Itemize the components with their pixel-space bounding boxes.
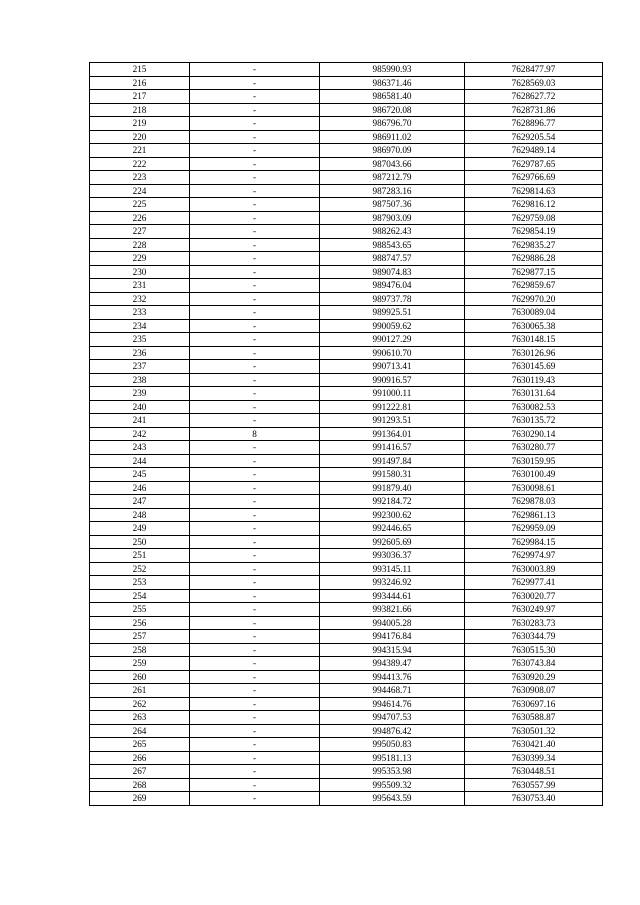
y-coordinate-cell: 7630145.69 bbox=[465, 360, 603, 374]
marker-cell: - bbox=[190, 76, 320, 90]
y-coordinate-cell: 7629877.15 bbox=[465, 265, 603, 279]
table-row bbox=[90, 265, 603, 279]
table-row bbox=[90, 535, 603, 549]
table-row bbox=[90, 549, 603, 563]
point-number-cell: 265 bbox=[90, 738, 190, 752]
marker-cell: - bbox=[190, 468, 320, 482]
marker-cell: - bbox=[190, 400, 320, 414]
table-row bbox=[90, 657, 603, 671]
table-row bbox=[90, 400, 603, 414]
table-row bbox=[90, 792, 603, 806]
y-coordinate-cell: 7630588.87 bbox=[465, 711, 603, 725]
table-row bbox=[90, 333, 603, 347]
x-coordinate-cell: 989925.51 bbox=[320, 306, 465, 320]
x-coordinate-cell: 988543.65 bbox=[320, 238, 465, 252]
x-coordinate-cell: 991222.81 bbox=[320, 400, 465, 414]
point-number-cell: 253 bbox=[90, 576, 190, 590]
y-coordinate-cell: 7630399.34 bbox=[465, 751, 603, 765]
x-coordinate-cell: 988262.43 bbox=[320, 225, 465, 239]
marker-cell: - bbox=[190, 90, 320, 104]
table-row bbox=[90, 184, 603, 198]
x-coordinate-cell: 985990.93 bbox=[320, 63, 465, 77]
table-row bbox=[90, 427, 603, 441]
x-coordinate-cell: 992184.72 bbox=[320, 495, 465, 509]
x-coordinate-cell: 991580.31 bbox=[320, 468, 465, 482]
y-coordinate-cell: 7629977.41 bbox=[465, 576, 603, 590]
y-coordinate-cell: 7630131.64 bbox=[465, 387, 603, 401]
x-coordinate-cell: 993246.92 bbox=[320, 576, 465, 590]
marker-cell: - bbox=[190, 103, 320, 117]
x-coordinate-cell: 994876.42 bbox=[320, 724, 465, 738]
x-coordinate-cell: 991364.01 bbox=[320, 427, 465, 441]
y-coordinate-cell: 7628731.86 bbox=[465, 103, 603, 117]
point-number-cell: 227 bbox=[90, 225, 190, 239]
x-coordinate-cell: 989074.83 bbox=[320, 265, 465, 279]
marker-cell: - bbox=[190, 697, 320, 711]
y-coordinate-cell: 7629787.65 bbox=[465, 157, 603, 171]
x-coordinate-cell: 986371.46 bbox=[320, 76, 465, 90]
y-coordinate-cell: 7630100.49 bbox=[465, 468, 603, 482]
marker-cell: - bbox=[190, 765, 320, 779]
point-number-cell: 247 bbox=[90, 495, 190, 509]
marker-cell: - bbox=[190, 711, 320, 725]
x-coordinate-cell: 994005.28 bbox=[320, 616, 465, 630]
point-number-cell: 236 bbox=[90, 346, 190, 360]
point-number-cell: 226 bbox=[90, 211, 190, 225]
point-number-cell: 252 bbox=[90, 562, 190, 576]
point-number-cell: 262 bbox=[90, 697, 190, 711]
y-coordinate-cell: 7629489.14 bbox=[465, 144, 603, 158]
table-row bbox=[90, 198, 603, 212]
x-coordinate-cell: 988747.57 bbox=[320, 252, 465, 266]
y-coordinate-cell: 7630159.95 bbox=[465, 454, 603, 468]
marker-cell: - bbox=[190, 589, 320, 603]
table-row bbox=[90, 63, 603, 77]
x-coordinate-cell: 990916.57 bbox=[320, 373, 465, 387]
marker-cell: - bbox=[190, 535, 320, 549]
point-number-cell: 218 bbox=[90, 103, 190, 117]
y-coordinate-cell: 7629854.19 bbox=[465, 225, 603, 239]
y-coordinate-cell: 7630003.89 bbox=[465, 562, 603, 576]
y-coordinate-cell: 7629861.13 bbox=[465, 508, 603, 522]
table-row bbox=[90, 589, 603, 603]
y-coordinate-cell: 7629205.54 bbox=[465, 130, 603, 144]
marker-cell: - bbox=[190, 225, 320, 239]
table-row bbox=[90, 724, 603, 738]
table-row bbox=[90, 616, 603, 630]
marker-cell: - bbox=[190, 643, 320, 657]
point-number-cell: 254 bbox=[90, 589, 190, 603]
y-coordinate-cell: 7629984.15 bbox=[465, 535, 603, 549]
table-row bbox=[90, 630, 603, 644]
table-row bbox=[90, 306, 603, 320]
point-number-cell: 234 bbox=[90, 319, 190, 333]
y-coordinate-cell: 7629814.63 bbox=[465, 184, 603, 198]
y-coordinate-cell: 7630082.53 bbox=[465, 400, 603, 414]
marker-cell: - bbox=[190, 238, 320, 252]
marker-cell: - bbox=[190, 198, 320, 212]
x-coordinate-cell: 990610.70 bbox=[320, 346, 465, 360]
x-coordinate-cell: 993145.11 bbox=[320, 562, 465, 576]
y-coordinate-cell: 7630920.29 bbox=[465, 670, 603, 684]
y-coordinate-cell: 7630089.04 bbox=[465, 306, 603, 320]
table-row bbox=[90, 522, 603, 536]
point-number-cell: 237 bbox=[90, 360, 190, 374]
table-row bbox=[90, 373, 603, 387]
x-coordinate-cell: 995050.83 bbox=[320, 738, 465, 752]
x-coordinate-cell: 992300.62 bbox=[320, 508, 465, 522]
x-coordinate-cell: 994614.76 bbox=[320, 697, 465, 711]
point-number-cell: 243 bbox=[90, 441, 190, 455]
table-row bbox=[90, 603, 603, 617]
y-coordinate-cell: 7630065.38 bbox=[465, 319, 603, 333]
marker-cell: - bbox=[190, 657, 320, 671]
x-coordinate-cell: 990059.62 bbox=[320, 319, 465, 333]
x-coordinate-cell: 994176.84 bbox=[320, 630, 465, 644]
marker-cell: - bbox=[190, 157, 320, 171]
marker-cell: - bbox=[190, 211, 320, 225]
point-number-cell: 256 bbox=[90, 616, 190, 630]
point-number-cell: 231 bbox=[90, 279, 190, 293]
marker-cell: - bbox=[190, 117, 320, 131]
table-row bbox=[90, 157, 603, 171]
marker-cell: - bbox=[190, 292, 320, 306]
point-number-cell: 261 bbox=[90, 684, 190, 698]
point-number-cell: 249 bbox=[90, 522, 190, 536]
table-row bbox=[90, 495, 603, 509]
point-number-cell: 232 bbox=[90, 292, 190, 306]
point-number-cell: 235 bbox=[90, 333, 190, 347]
table-row bbox=[90, 751, 603, 765]
x-coordinate-cell: 987043.66 bbox=[320, 157, 465, 171]
table-row bbox=[90, 130, 603, 144]
y-coordinate-cell: 7630148.15 bbox=[465, 333, 603, 347]
point-number-cell: 240 bbox=[90, 400, 190, 414]
x-coordinate-cell: 992605.69 bbox=[320, 535, 465, 549]
marker-cell: - bbox=[190, 792, 320, 806]
point-number-cell: 259 bbox=[90, 657, 190, 671]
marker-cell: - bbox=[190, 670, 320, 684]
marker-cell: 8 bbox=[190, 427, 320, 441]
coordinates-table-body bbox=[90, 63, 603, 806]
table-row bbox=[90, 144, 603, 158]
marker-cell: - bbox=[190, 252, 320, 266]
y-coordinate-cell: 7630290.14 bbox=[465, 427, 603, 441]
point-number-cell: 250 bbox=[90, 535, 190, 549]
y-coordinate-cell: 7629816.12 bbox=[465, 198, 603, 212]
point-number-cell: 246 bbox=[90, 481, 190, 495]
marker-cell: - bbox=[190, 441, 320, 455]
x-coordinate-cell: 994413.76 bbox=[320, 670, 465, 684]
marker-cell: - bbox=[190, 481, 320, 495]
marker-cell: - bbox=[190, 576, 320, 590]
y-coordinate-cell: 7628627.72 bbox=[465, 90, 603, 104]
y-coordinate-cell: 7629959.09 bbox=[465, 522, 603, 536]
y-coordinate-cell: 7630344.79 bbox=[465, 630, 603, 644]
x-coordinate-cell: 990127.29 bbox=[320, 333, 465, 347]
point-number-cell: 255 bbox=[90, 603, 190, 617]
point-number-cell: 251 bbox=[90, 549, 190, 563]
x-coordinate-cell: 991416.57 bbox=[320, 441, 465, 455]
x-coordinate-cell: 986581.40 bbox=[320, 90, 465, 104]
table-row bbox=[90, 508, 603, 522]
y-coordinate-cell: 7630448.51 bbox=[465, 765, 603, 779]
y-coordinate-cell: 7630249.97 bbox=[465, 603, 603, 617]
y-coordinate-cell: 7629974.97 bbox=[465, 549, 603, 563]
point-number-cell: 245 bbox=[90, 468, 190, 482]
x-coordinate-cell: 995181.13 bbox=[320, 751, 465, 765]
x-coordinate-cell: 991879.40 bbox=[320, 481, 465, 495]
x-coordinate-cell: 989737.78 bbox=[320, 292, 465, 306]
y-coordinate-cell: 7630501.32 bbox=[465, 724, 603, 738]
y-coordinate-cell: 7630697.16 bbox=[465, 697, 603, 711]
point-number-cell: 223 bbox=[90, 171, 190, 185]
y-coordinate-cell: 7629759.08 bbox=[465, 211, 603, 225]
x-coordinate-cell: 990713.41 bbox=[320, 360, 465, 374]
table-row bbox=[90, 711, 603, 725]
table-row bbox=[90, 697, 603, 711]
table-row bbox=[90, 211, 603, 225]
point-number-cell: 224 bbox=[90, 184, 190, 198]
point-number-cell: 229 bbox=[90, 252, 190, 266]
y-coordinate-cell: 7630119.43 bbox=[465, 373, 603, 387]
table-row bbox=[90, 360, 603, 374]
table-row bbox=[90, 562, 603, 576]
marker-cell: - bbox=[190, 414, 320, 428]
marker-cell: - bbox=[190, 495, 320, 509]
point-number-cell: 230 bbox=[90, 265, 190, 279]
point-number-cell: 257 bbox=[90, 630, 190, 644]
table-row bbox=[90, 319, 603, 333]
marker-cell: - bbox=[190, 684, 320, 698]
y-coordinate-cell: 7629886.28 bbox=[465, 252, 603, 266]
y-coordinate-cell: 7629766.69 bbox=[465, 171, 603, 185]
point-number-cell: 263 bbox=[90, 711, 190, 725]
point-number-cell: 216 bbox=[90, 76, 190, 90]
table-row bbox=[90, 643, 603, 657]
point-number-cell: 242 bbox=[90, 427, 190, 441]
y-coordinate-cell: 7629835.27 bbox=[465, 238, 603, 252]
point-number-cell: 260 bbox=[90, 670, 190, 684]
point-number-cell: 217 bbox=[90, 90, 190, 104]
x-coordinate-cell: 987903.09 bbox=[320, 211, 465, 225]
table-row bbox=[90, 454, 603, 468]
marker-cell: - bbox=[190, 360, 320, 374]
marker-cell: - bbox=[190, 751, 320, 765]
marker-cell: - bbox=[190, 603, 320, 617]
marker-cell: - bbox=[190, 333, 320, 347]
y-coordinate-cell: 7630515.30 bbox=[465, 643, 603, 657]
y-coordinate-cell: 7630557.99 bbox=[465, 778, 603, 792]
marker-cell: - bbox=[190, 508, 320, 522]
table-row bbox=[90, 225, 603, 239]
x-coordinate-cell: 991497.84 bbox=[320, 454, 465, 468]
table-row bbox=[90, 103, 603, 117]
table-row bbox=[90, 765, 603, 779]
x-coordinate-cell: 993444.61 bbox=[320, 589, 465, 603]
table-row bbox=[90, 76, 603, 90]
point-number-cell: 239 bbox=[90, 387, 190, 401]
marker-cell: - bbox=[190, 144, 320, 158]
x-coordinate-cell: 991293.51 bbox=[320, 414, 465, 428]
coordinates-table bbox=[89, 62, 603, 806]
y-coordinate-cell: 7630020.77 bbox=[465, 589, 603, 603]
x-coordinate-cell: 993821.66 bbox=[320, 603, 465, 617]
x-coordinate-cell: 986911.02 bbox=[320, 130, 465, 144]
y-coordinate-cell: 7630098.61 bbox=[465, 481, 603, 495]
marker-cell: - bbox=[190, 346, 320, 360]
point-number-cell: 219 bbox=[90, 117, 190, 131]
table-row bbox=[90, 279, 603, 293]
table-row bbox=[90, 171, 603, 185]
point-number-cell: 225 bbox=[90, 198, 190, 212]
marker-cell: - bbox=[190, 630, 320, 644]
marker-cell: - bbox=[190, 184, 320, 198]
marker-cell: - bbox=[190, 778, 320, 792]
y-coordinate-cell: 7629878.03 bbox=[465, 495, 603, 509]
x-coordinate-cell: 994468.71 bbox=[320, 684, 465, 698]
y-coordinate-cell: 7630908.07 bbox=[465, 684, 603, 698]
x-coordinate-cell: 995643.59 bbox=[320, 792, 465, 806]
x-coordinate-cell: 994707.53 bbox=[320, 711, 465, 725]
point-number-cell: 264 bbox=[90, 724, 190, 738]
y-coordinate-cell: 7629970.20 bbox=[465, 292, 603, 306]
marker-cell: - bbox=[190, 63, 320, 77]
table-row bbox=[90, 441, 603, 455]
point-number-cell: 222 bbox=[90, 157, 190, 171]
marker-cell: - bbox=[190, 387, 320, 401]
marker-cell: - bbox=[190, 562, 320, 576]
marker-cell: - bbox=[190, 319, 320, 333]
marker-cell: - bbox=[190, 279, 320, 293]
marker-cell: - bbox=[190, 265, 320, 279]
y-coordinate-cell: 7630753.40 bbox=[465, 792, 603, 806]
marker-cell: - bbox=[190, 373, 320, 387]
point-number-cell: 220 bbox=[90, 130, 190, 144]
y-coordinate-cell: 7630135.72 bbox=[465, 414, 603, 428]
point-number-cell: 267 bbox=[90, 765, 190, 779]
table-row bbox=[90, 387, 603, 401]
table-row bbox=[90, 738, 603, 752]
y-coordinate-cell: 7630283.73 bbox=[465, 616, 603, 630]
marker-cell: - bbox=[190, 454, 320, 468]
marker-cell: - bbox=[190, 171, 320, 185]
x-coordinate-cell: 995509.32 bbox=[320, 778, 465, 792]
y-coordinate-cell: 7628477.97 bbox=[465, 63, 603, 77]
y-coordinate-cell: 7628569.03 bbox=[465, 76, 603, 90]
point-number-cell: 258 bbox=[90, 643, 190, 657]
x-coordinate-cell: 986720.08 bbox=[320, 103, 465, 117]
table-row bbox=[90, 481, 603, 495]
point-number-cell: 266 bbox=[90, 751, 190, 765]
point-number-cell: 241 bbox=[90, 414, 190, 428]
marker-cell: - bbox=[190, 724, 320, 738]
marker-cell: - bbox=[190, 522, 320, 536]
table-row bbox=[90, 292, 603, 306]
table-row bbox=[90, 117, 603, 131]
point-number-cell: 228 bbox=[90, 238, 190, 252]
marker-cell: - bbox=[190, 549, 320, 563]
x-coordinate-cell: 995353.98 bbox=[320, 765, 465, 779]
x-coordinate-cell: 986970.09 bbox=[320, 144, 465, 158]
point-number-cell: 233 bbox=[90, 306, 190, 320]
y-coordinate-cell: 7630280.77 bbox=[465, 441, 603, 455]
point-number-cell: 244 bbox=[90, 454, 190, 468]
table-row bbox=[90, 576, 603, 590]
x-coordinate-cell: 993036.37 bbox=[320, 549, 465, 563]
marker-cell: - bbox=[190, 130, 320, 144]
table-row bbox=[90, 346, 603, 360]
x-coordinate-cell: 987212.79 bbox=[320, 171, 465, 185]
point-number-cell: 268 bbox=[90, 778, 190, 792]
y-coordinate-cell: 7628896.77 bbox=[465, 117, 603, 131]
y-coordinate-cell: 7629859.67 bbox=[465, 279, 603, 293]
x-coordinate-cell: 986796.70 bbox=[320, 117, 465, 131]
y-coordinate-cell: 7630743.84 bbox=[465, 657, 603, 671]
table-row bbox=[90, 684, 603, 698]
x-coordinate-cell: 994315.94 bbox=[320, 643, 465, 657]
point-number-cell: 248 bbox=[90, 508, 190, 522]
table-row bbox=[90, 778, 603, 792]
x-coordinate-cell: 994389.47 bbox=[320, 657, 465, 671]
y-coordinate-cell: 7630126.96 bbox=[465, 346, 603, 360]
table-row bbox=[90, 90, 603, 104]
x-coordinate-cell: 987507.36 bbox=[320, 198, 465, 212]
x-coordinate-cell: 991000.11 bbox=[320, 387, 465, 401]
marker-cell: - bbox=[190, 738, 320, 752]
point-number-cell: 238 bbox=[90, 373, 190, 387]
table-row bbox=[90, 238, 603, 252]
table-row bbox=[90, 670, 603, 684]
point-number-cell: 269 bbox=[90, 792, 190, 806]
y-coordinate-cell: 7630421.40 bbox=[465, 738, 603, 752]
table-row bbox=[90, 468, 603, 482]
x-coordinate-cell: 987283.16 bbox=[320, 184, 465, 198]
point-number-cell: 215 bbox=[90, 63, 190, 77]
table-row bbox=[90, 414, 603, 428]
marker-cell: - bbox=[190, 616, 320, 630]
x-coordinate-cell: 992446.65 bbox=[320, 522, 465, 536]
table-row bbox=[90, 252, 603, 266]
point-number-cell: 221 bbox=[90, 144, 190, 158]
x-coordinate-cell: 989476.04 bbox=[320, 279, 465, 293]
marker-cell: - bbox=[190, 306, 320, 320]
